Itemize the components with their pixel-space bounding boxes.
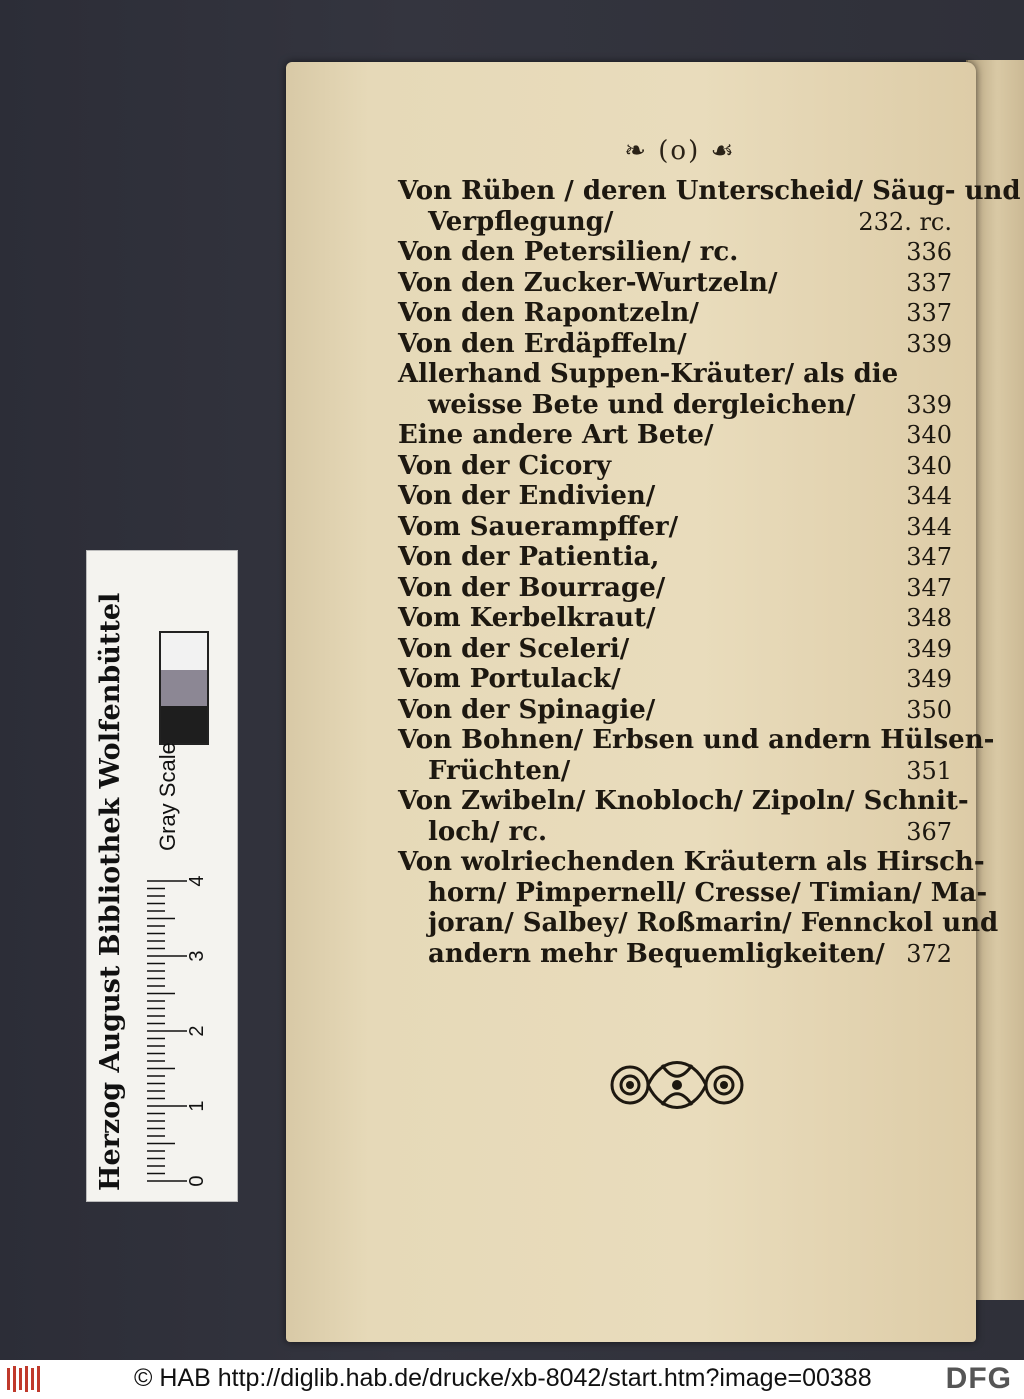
- toc-entry-title: Von den Erdäpffeln/: [398, 328, 687, 359]
- swatch-white: [161, 633, 207, 670]
- color-scale-card: [86, 550, 238, 1202]
- toc-entry-title: Früchten/: [428, 755, 571, 786]
- header-ornament-right: ☙: [700, 136, 736, 166]
- institution-name: Herzog August Bibliothek Wolfenbüttel: [95, 592, 126, 1191]
- toc-entry-page: 350: [906, 695, 952, 724]
- toc-entry-title: Von wolriechenden Kräutern als Hirsch-: [398, 847, 985, 877]
- toc-row: [398, 847, 985, 878]
- toc-row: [398, 603, 958, 634]
- toc-entry-page: 344: [906, 482, 952, 510]
- toc-row: [398, 176, 1021, 207]
- toc-entry-title: Von Zwibeln/ Knobloch/ Zipoln/ Schnit-: [398, 786, 969, 816]
- toc-row: [398, 725, 995, 756]
- toc-row: [398, 877, 988, 909]
- toc-row: [398, 786, 969, 817]
- toc-row: [398, 512, 958, 543]
- ruler-number: 3: [186, 950, 208, 962]
- ruler: [147, 871, 217, 1191]
- toc-entry-title: Vom Portulack/: [398, 664, 621, 694]
- toc-entry-title: Vom Sauerampffer/: [398, 511, 679, 542]
- ruler-number: 0: [186, 1175, 208, 1187]
- toc-entry-title: Von der Sceleri/: [398, 633, 630, 664]
- toc-row: [398, 939, 958, 970]
- table-of-contents: [398, 176, 1021, 969]
- toc-row: [398, 451, 958, 482]
- gray-swatches: [159, 631, 209, 745]
- swatch-gray: [161, 670, 207, 707]
- toc-entry-title: Von Bohnen/ Erbsen und andern Hülsen-: [398, 725, 995, 755]
- toc-entry-title: Von der Cicory: [398, 450, 612, 481]
- toc-entry-title: Von der Bourrage/: [398, 572, 666, 603]
- footer-credit: © HAB http://diglib.hab.de/drucke/xb-8042/start.htm?image=00388: [134, 1364, 872, 1392]
- ruler-number: 1: [186, 1100, 208, 1112]
- toc-entry-page: 372: [906, 939, 952, 968]
- toc-row: [398, 908, 999, 939]
- toc-row: [398, 329, 958, 360]
- printer-ornament: [602, 1045, 752, 1125]
- toc-entry-title: Von der Endivien/: [398, 481, 656, 511]
- hab-logo-icon: [6, 1364, 42, 1394]
- ruler-number: 2: [186, 1025, 208, 1037]
- toc-row: [398, 359, 958, 390]
- toc-entry-page: 337: [906, 299, 952, 327]
- toc-entry-title: joran/ Salbey/ Roßmarin/ Fennckol und: [428, 908, 999, 938]
- toc-entry-title: Von den Zucker-Wurtzeln/: [398, 267, 778, 298]
- ruler-number: 4: [186, 875, 208, 887]
- toc-entry-page: 347: [906, 543, 952, 571]
- toc-entry-title: Vom Kerbelkraut/: [398, 603, 656, 633]
- gray-scale-label: Gray Scale: [155, 742, 180, 851]
- toc-entry-page: 351: [906, 756, 952, 785]
- toc-entry-page: 339: [906, 390, 952, 419]
- toc-entry-title: Von den Petersilien/ rc.: [398, 237, 739, 267]
- toc-row: [398, 298, 958, 329]
- page-signature: (o): [658, 136, 701, 166]
- toc-entry-title: horn/ Pimpernell/ Cresse/ Timian/ Ma-: [428, 877, 988, 908]
- toc-entry-page: 367: [906, 817, 952, 846]
- toc-row: [398, 756, 958, 787]
- toc-entry-title: Verpflegung/: [428, 206, 614, 237]
- toc-entry-title: Von der Patientia,: [398, 542, 660, 572]
- toc-entry-title: Eine andere Art Bete/: [398, 420, 714, 450]
- header-ornament-left: ❧: [624, 136, 659, 166]
- toc-row: [398, 695, 958, 726]
- toc-entry-page: 337: [906, 268, 952, 297]
- swatch-black: [161, 706, 207, 743]
- toc-entry-page: 339: [906, 329, 952, 358]
- toc-row: [398, 481, 958, 512]
- toc-entry-title: loch/ rc.: [428, 816, 548, 847]
- page-header: [590, 136, 770, 166]
- toc-row: [398, 664, 958, 695]
- toc-row: [398, 207, 958, 238]
- toc-row: [398, 420, 958, 451]
- toc-row: [398, 573, 958, 604]
- toc-entry-page: 340: [906, 451, 952, 480]
- toc-entry-page: 349: [906, 665, 952, 693]
- dfg-logo: DFG: [945, 1362, 1012, 1395]
- toc-row: [398, 634, 958, 665]
- footer-bar: [0, 1360, 1024, 1399]
- toc-entry-title: Von den Rapontzeln/: [398, 298, 699, 328]
- toc-entry-page: 348: [906, 604, 952, 632]
- toc-entry-title: Von Rüben / deren Unterscheid/ Säug- und: [398, 176, 1021, 206]
- toc-entry-title: Allerhand Suppen-Kräuter/ als die: [398, 359, 899, 389]
- toc-row: [398, 268, 958, 299]
- toc-entry-page: 336: [906, 238, 952, 266]
- toc-entry-title: Von der Spinagie/: [398, 694, 656, 725]
- toc-entry-title: weisse Bete und dergleichen/: [428, 389, 856, 420]
- toc-entry-page: 347: [906, 573, 952, 602]
- toc-row: [398, 237, 958, 268]
- toc-entry-page: 349: [906, 634, 952, 663]
- toc-entry-page: 344: [906, 512, 952, 541]
- toc-row: [398, 390, 958, 421]
- toc-row: [398, 542, 958, 573]
- toc-row: [398, 817, 958, 848]
- toc-entry-page: 340: [906, 421, 952, 449]
- toc-entry-title: andern mehr Bequemligkeiten/: [428, 938, 885, 969]
- toc-entry-page: 232. rc.: [858, 207, 952, 236]
